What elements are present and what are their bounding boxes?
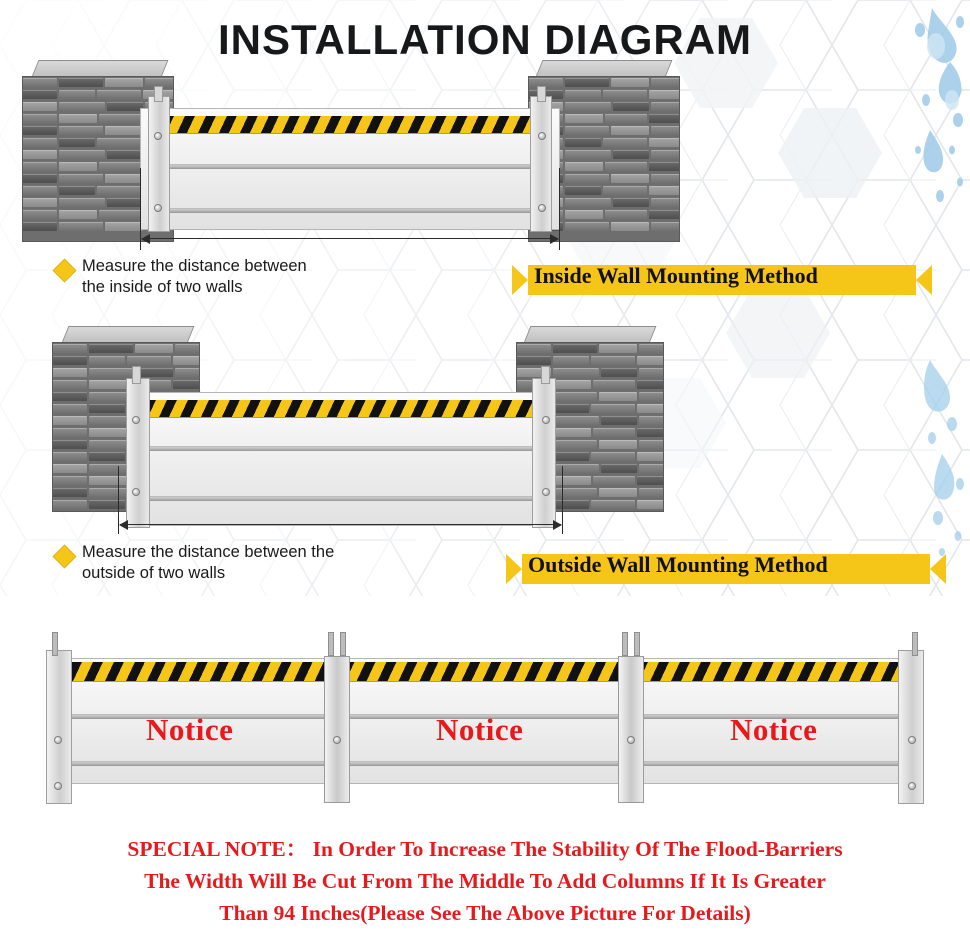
dimension-arrow-right [550, 234, 559, 244]
inside-wall-diagram [0, 60, 700, 310]
caption-line-2: the inside of two walls [82, 278, 243, 297]
panel-seam [164, 164, 536, 169]
outside-wall-banner-label: Outside Wall Mounting Method [528, 552, 828, 577]
bolt [132, 416, 140, 424]
hazard-stripe [146, 400, 536, 418]
notice-label-1: Notice [146, 712, 234, 747]
panel-seam [164, 208, 536, 213]
bolt [54, 736, 62, 744]
page-title: INSTALLATION DIAGRAM [217, 16, 753, 63]
diamond-bullet-icon [52, 258, 76, 282]
dimension-arrow-left [119, 520, 128, 530]
bolt [154, 132, 162, 140]
end-post-pin [52, 632, 58, 656]
bolt [908, 736, 916, 744]
middle-support-column-1 [324, 656, 350, 803]
flood-barrier-inside [140, 108, 560, 230]
long-flood-barrier [40, 636, 930, 806]
dimension-line [120, 524, 561, 525]
right-clamp [541, 366, 550, 384]
hazard-stripe [164, 116, 536, 134]
right-clamp [537, 86, 546, 102]
diamond-bullet-icon [52, 544, 76, 568]
water-splash-secondary-icon [880, 350, 970, 570]
panel-seam [72, 761, 898, 766]
bolt [154, 204, 162, 212]
flood-barrier-outside [116, 378, 566, 526]
bolt [542, 416, 550, 424]
special-note-line-2: The Width Will Be Cut From The Middle To Add Columns If It Is Greater [144, 868, 826, 893]
left-clamp [154, 86, 163, 102]
end-post-pin [912, 632, 918, 656]
column-pin [328, 632, 334, 656]
special-note-line-1: SPECIAL NOTE： In Order To Increase The Stability Of The Flood-Barriers [127, 837, 843, 861]
left-mounting-post [126, 378, 150, 528]
caption-text [82, 542, 334, 584]
dimension-line [142, 238, 558, 239]
bolt [627, 736, 635, 744]
dimension-arrow-left [141, 234, 150, 244]
right-end-post [898, 650, 924, 804]
left-end-post [46, 650, 72, 804]
bolt [542, 488, 550, 496]
panel-seam [146, 496, 536, 501]
hazard-stripe [72, 662, 898, 682]
column-pin [340, 632, 346, 656]
inside-wall-banner-label: Inside Wall Mounting Method [534, 263, 818, 288]
special-note-line-3: Than 94 Inches(Please See The Above Picture For Details) [219, 900, 751, 925]
left-clamp [132, 366, 141, 384]
panel-seam [146, 446, 536, 451]
bolt [132, 488, 140, 496]
column-pin [622, 632, 628, 656]
notice-label-2: Notice [436, 712, 524, 747]
dimension-tick-right [562, 466, 563, 534]
caption-line-2: outside of two walls [82, 564, 226, 583]
bolt [538, 132, 546, 140]
banner-wedge-right [916, 265, 932, 295]
bolt [908, 782, 916, 790]
bolt [333, 736, 341, 744]
column-pin [634, 632, 640, 656]
middle-support-column-2 [618, 656, 644, 803]
inside-measure-caption [56, 256, 436, 298]
outside-measure-caption [56, 542, 466, 584]
notice-label-3: Notice [730, 712, 818, 747]
caption-text [82, 256, 307, 298]
outside-wall-diagram [0, 326, 700, 583]
right-mounting-post [532, 378, 556, 528]
bolt [538, 204, 546, 212]
caption-line-1: Measure the distance between [82, 257, 307, 275]
bolt [54, 782, 62, 790]
dimension-arrow-right [553, 520, 562, 530]
dimension-tick-right [559, 168, 560, 250]
special-note [0, 834, 970, 929]
caption-line-1: Measure the distance between the [82, 543, 335, 561]
